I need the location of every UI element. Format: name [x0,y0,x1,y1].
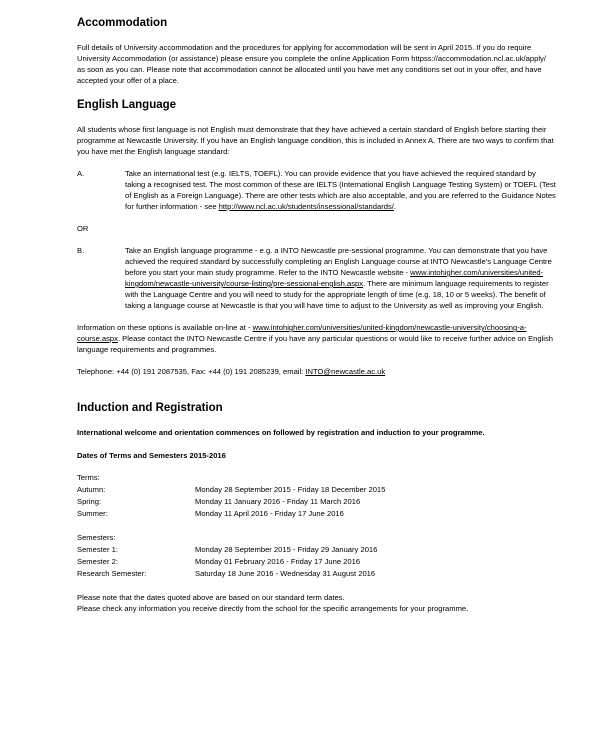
contact-text: Telephone: +44 (0) 191 2087535, Fax: +44 (0) 191 2085239, email: [77,367,306,376]
option-b-text [125,245,556,311]
term-row [77,484,556,496]
option-b-body: Take an English language programme - e.g. a INTO Newcastle pre-sessional programme. You can demonstrate that you have achieved the required standard by successfully completing an English Language course at INTO Newcastle's Language Centre before you start your main study programme. Refer to the INTO Newcastle website - [125,246,552,277]
semesters-label: Semesters: [77,533,116,542]
term-row [77,496,556,508]
term-row [77,508,556,520]
option-a-body: Take an international test (e.g. IELTS, TOEFL). You can provide evidence that you have achieved the required standard by taking a recognised test. The most common of these are IELTS (International English Language Testing System) or TOEFL (Test of English as a Foreign Language). There are other tests which are also acceptable, and you are referred to the Guidance Notes for further information - see [125,169,556,211]
option-a-letter: A. [77,169,85,178]
english-intro: All students whose first language is not English must demonstrate that they have achieved a certain standard of English before starting their programme at Newcastle University. If you have an English language condition, this is included in Annex A. There are two ways to confirm that you have met the English language standard: [77,125,554,156]
semester-value: Monday 01 February 2016 - Friday 17 June 2016 [195,557,361,566]
semester-row [77,568,556,580]
option-a [77,168,556,212]
english-heading: English Language [77,99,177,111]
term-label: Spring: [77,497,102,506]
terms-table [77,472,556,520]
semester-value: Monday 28 September 2015 - Friday 29 January 2016 [195,545,378,554]
into-courses-link[interactable]: www.intohigher.com/universities/united-kingdom/newcastle-university/choosing-a-course.aspx [77,323,527,343]
guidance-link[interactable]: http://www.ncl.ac.uk/students/insessional/standards/ [218,202,394,211]
option-b [77,245,556,311]
dates-note-2: Please check any information you receive directly from the school for the specific arrangements for your programme. [77,604,469,613]
term-label: Summer: [77,509,108,518]
option-a-end: . [393,202,396,211]
semester-label: Semester 1: [77,545,118,554]
semesters-table [77,532,556,580]
online-info-text: Information on these options is available on-line at - [77,323,253,332]
welcome-text: International welcome and orientation commences on followed by registration and induction to your programme. [77,428,485,437]
induction-heading: Induction and Registration [77,402,223,414]
accommodation-heading: Accommodation [77,17,168,29]
term-value: Monday 28 September 2015 - Friday 18 December 2015 [195,485,386,494]
dates-note-1: Please note that the dates quoted above are based on our standard term dates. [77,593,345,602]
semester-row [77,556,556,568]
into-presessional-link[interactable]: www.intohigher.com/universities/united-kingdom/newcastle-university/course-listing/pre-sessional-english.aspx [125,268,544,288]
semester-label: Semester 2: [77,557,118,566]
semester-label: Research Semester: [77,569,147,578]
option-b-letter: B. [77,246,85,255]
term-value: Monday 11 April 2016 - Friday 17 June 2016 [195,509,344,518]
term-label: Autumn: [77,485,106,494]
term-value: Monday 11 January 2016 - Friday 11 March 2016 [195,497,361,506]
or-label: OR [77,224,89,233]
email-link[interactable]: INTO@newcastle.ac.uk [305,367,386,376]
semester-row [77,544,556,556]
online-info [77,322,556,355]
contact-line [77,366,556,377]
option-b-body-2: . There are minimum language requirements to register with the Language Centre and you will need to study for the appropriate length of time (e.g. 18, 10 or 5 weeks). The benefit of taking a language course at Newcastle is that you will have time to adjust to the University as well as improving your English. [125,279,549,310]
online-info-text-2: . Please contact the INTO Newcastle Centre if you have any particular questions or would like to receive further advice on English language requirements and programmes. [77,334,553,354]
dates-heading: Dates of Terms and Semesters 2015-2016 [77,451,226,460]
terms-label: Terms: [77,473,100,482]
semester-value: Saturday 18 June 2016 - Wednesday 31 August 2016 [195,569,376,578]
option-a-text [125,168,556,212]
accommodation-paragraph: Full details of University accommodation and the procedures for applying for accommodation will be sent in April 2015. If you do require University Accommodation (or assistance) please ensure you complete the online Application Form httpss://accommodation.ncl.ac.uk/apply/ as soon as you can. Please note that accommodation cannot be allocated until you have met any conditions set out in your offer, and have accepted your offer of a place. [77,43,546,85]
